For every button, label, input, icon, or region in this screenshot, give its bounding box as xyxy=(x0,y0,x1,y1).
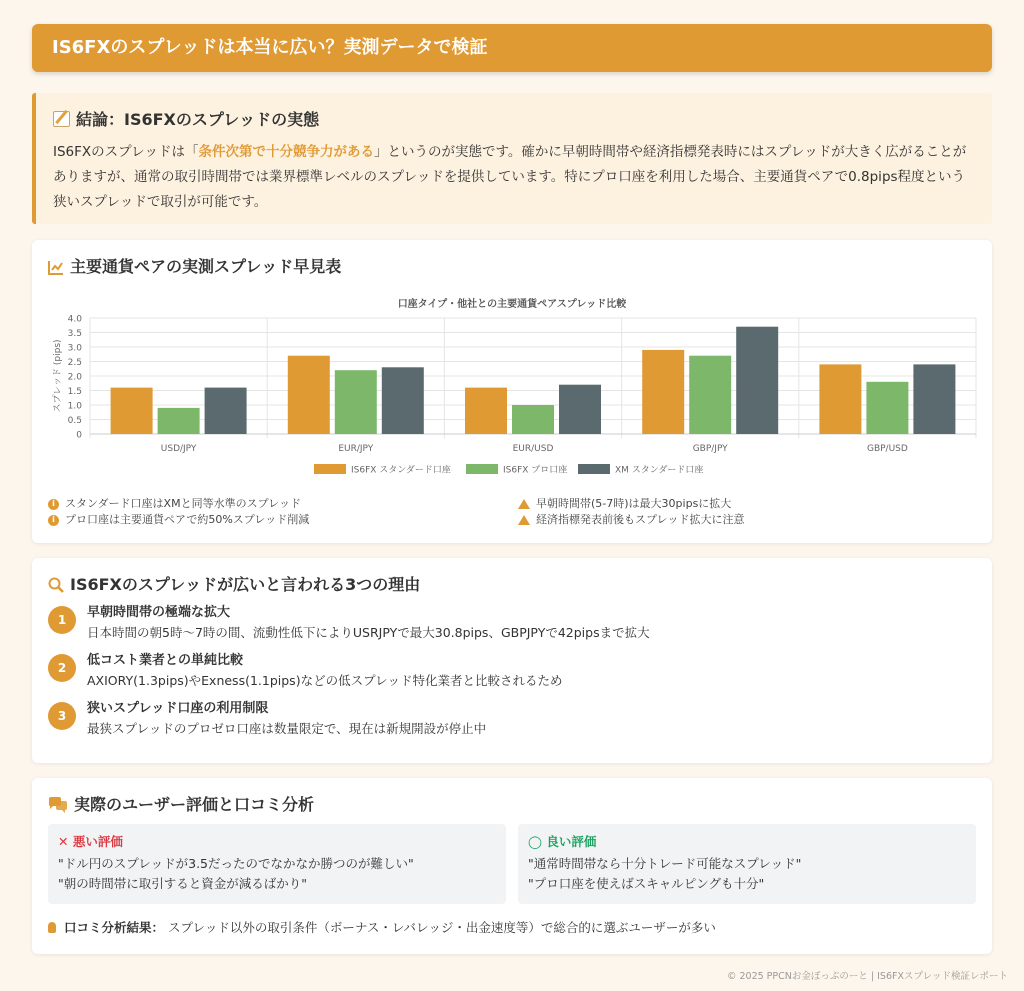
legend-label: IS6FX プロ口座 xyxy=(503,465,568,476)
legend-label: XM スタンダード口座 xyxy=(615,465,704,476)
summary-label: 口コミ分析結果： xyxy=(64,920,165,935)
x-tick-label: GBP/JPY xyxy=(692,444,728,454)
comments-icon xyxy=(48,797,68,813)
good-review-box xyxy=(518,824,976,904)
x-tick-label: GBP/USD xyxy=(866,444,908,454)
reviews-title-text: 実際のユーザー評価と口コミ分析 xyxy=(74,795,315,814)
notes-left xyxy=(48,496,309,528)
memo-icon xyxy=(53,111,70,127)
bar xyxy=(382,367,424,434)
summary-text: スプレッド以外の取引条件（ボーナス・レバレッジ・出金速度等）で総合的に選ぶユーザーが多い xyxy=(168,920,716,935)
y-tick-label: 1.5 xyxy=(67,387,82,397)
bad-review-box xyxy=(48,824,506,904)
bar xyxy=(111,388,153,434)
conclusion-title-text: 結論：IS6FXのスプレッドの実態 xyxy=(76,110,320,129)
bar xyxy=(559,385,601,434)
y-axis-label: スプレッド (pips) xyxy=(53,339,63,413)
conclusion-box xyxy=(32,93,992,224)
legend-swatch xyxy=(314,464,346,474)
x-tick-label: EUR/JPY xyxy=(338,444,374,454)
reviews-card xyxy=(32,778,992,954)
note-item xyxy=(518,496,744,512)
note-text: プロ口座は主要通貨ペアで約50%スプレッド削減 xyxy=(65,513,310,526)
y-tick-label: 2.0 xyxy=(67,372,82,383)
note-text: スタンダード口座はXMと同等水準のスプレッド xyxy=(65,497,302,510)
note-item xyxy=(48,512,309,528)
y-tick-label: 4.0 xyxy=(67,314,82,325)
conclusion-text-start: IS6FXのスプレッドは「 xyxy=(53,144,199,160)
y-tick-label: 0.5 xyxy=(67,416,82,426)
bar xyxy=(689,356,731,434)
spread-chart-card xyxy=(32,240,992,543)
conclusion-text-end: 」というのが実態です。確かに早朝時間帯や経済指標発表時にはスプレッドが大きく広がることがありますが、通常の取引時間帯では業界標準レベルのスプレッドを提供しています。特にプロ口座を利用した場合、主要通貨ペアで0.8pips程度という狭いスプレッドで取引が可能です。 xyxy=(53,144,967,210)
review-summary xyxy=(48,919,716,937)
reason-number: 2 xyxy=(48,654,76,682)
note-text: 経済指標発表前後もスプレッド拡大に注意 xyxy=(536,513,745,526)
y-tick-label: 3.0 xyxy=(67,343,82,354)
bar xyxy=(642,350,684,434)
reason-description: 最狭スプレッドのプロゼロ口座は数量限定で、現在は新規開設が停止中 xyxy=(87,721,487,736)
y-tick-label: 0 xyxy=(76,430,82,441)
y-tick-label: 2.5 xyxy=(67,358,82,368)
page-header xyxy=(32,24,992,72)
reviews-title xyxy=(48,794,314,816)
bar xyxy=(913,364,955,434)
search-icon xyxy=(48,577,64,593)
reason-description: AXIORY(1.3pips)やExness(1.1pips)などの低スプレッド特化業者と比較されるため xyxy=(87,673,563,688)
chart-title: 口座タイプ・他社との主要通貨ペアスプレッド比較 xyxy=(397,299,627,310)
legend-label: IS6FX スタンダード口座 xyxy=(351,465,451,476)
note-item xyxy=(518,512,744,528)
review-quote: "通常時間帯なら十分トレード可能なスプレッド" xyxy=(528,856,802,871)
bar xyxy=(819,364,861,434)
x-tick-label: USD/JPY xyxy=(160,444,197,454)
warning-icon xyxy=(518,499,530,509)
y-tick-label: 1.0 xyxy=(67,401,82,412)
bar xyxy=(158,408,200,434)
legend-swatch xyxy=(466,464,498,474)
bar xyxy=(465,388,507,434)
chart-section-title-text: 主要通貨ペアの実測スプレッド早見表 xyxy=(70,257,342,276)
bar xyxy=(288,356,330,434)
reason-title: 早朝時間帯の極端な拡大 xyxy=(87,605,231,620)
conclusion-title xyxy=(53,108,975,132)
bar xyxy=(866,382,908,434)
info-icon: i xyxy=(48,499,59,510)
bar xyxy=(736,327,778,434)
review-quote: "ドル円のスプレッドが3.5だったのでなかなか勝つのが難しい" xyxy=(58,856,414,871)
reasons-title-text: IS6FXのスプレッドが広いと言われる3つの理由 xyxy=(70,575,421,594)
notes-right xyxy=(518,496,744,528)
spread-bar-chart xyxy=(32,240,992,490)
reason-description: 日本時間の朝5時〜7時の間、流動性低下によりUSRJPYで最大30.8pips、GBPJPYで42pipsまで拡大 xyxy=(87,625,650,640)
good-review-heading: ◯ 良い評価 xyxy=(528,834,597,849)
reasons-title xyxy=(48,574,420,596)
reason-title: 狭いスプレッド口座の利用制限 xyxy=(87,701,269,716)
note-text: 早朝時間帯(5-7時)は最大30pipsに拡大 xyxy=(536,497,732,510)
review-quote: "朝の時間帯に取引すると資金が減るばかり" xyxy=(58,876,307,891)
x-tick-label: EUR/USD xyxy=(512,444,554,454)
info-icon: i xyxy=(48,515,59,526)
reason-number: 1 xyxy=(48,606,76,634)
bar xyxy=(335,370,377,434)
footer: © 2025 PPCNお金ぽっぷのーと | IS6FXスプレッド検証レポート xyxy=(726,971,1008,982)
y-tick-label: 3.5 xyxy=(67,329,82,339)
conclusion-highlight: 条件次第で十分競争力がある xyxy=(198,144,374,160)
bar xyxy=(205,388,247,434)
review-quote: "プロ口座を使えばスキャルピングも十分" xyxy=(528,876,765,891)
note-item xyxy=(48,496,309,512)
reason-title: 低コスト業者との単純比較 xyxy=(87,653,244,668)
lightbulb-icon xyxy=(48,922,56,933)
bad-review-heading: ✕ 悪い評価 xyxy=(58,834,123,849)
bar xyxy=(512,405,554,434)
reason-number: 3 xyxy=(48,702,76,730)
page-title: IS6FXのスプレッドは本当に広い？実測データで検証 xyxy=(52,37,488,58)
legend-swatch xyxy=(578,464,610,474)
warning-icon xyxy=(518,515,530,525)
reasons-card xyxy=(32,558,992,763)
conclusion-text xyxy=(53,140,977,215)
